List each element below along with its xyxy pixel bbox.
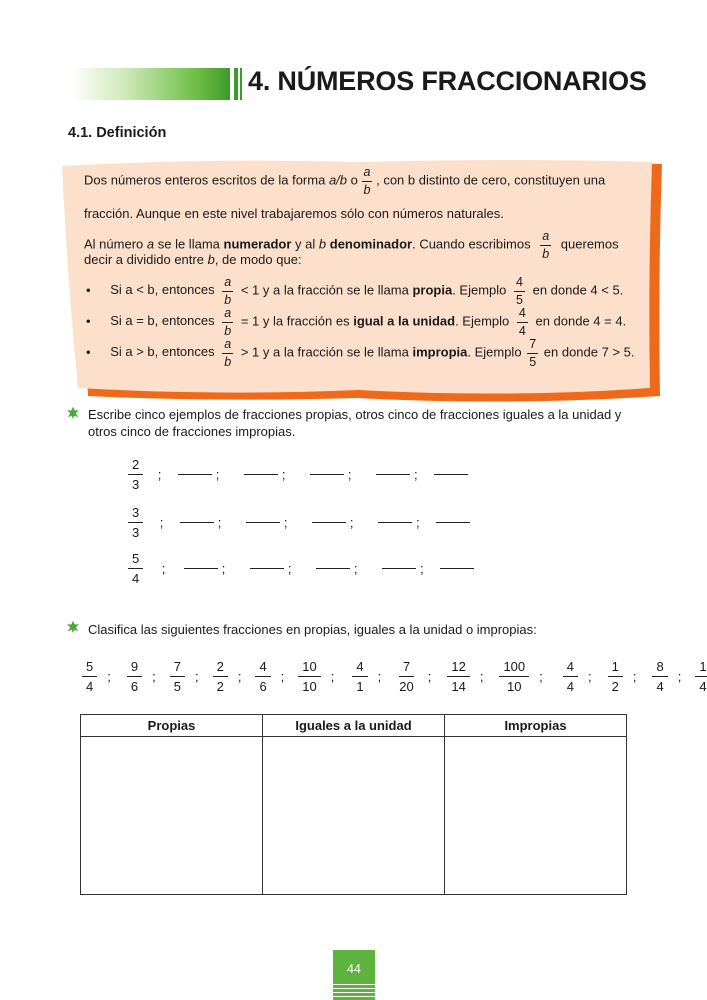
exercise1-row-propias <box>128 458 468 491</box>
example-fraction <box>128 458 143 491</box>
denominator: 4 <box>132 571 140 586</box>
numerator: 7 <box>527 338 538 354</box>
denominator: 4 <box>566 679 574 694</box>
separator: ; <box>353 560 358 576</box>
clover-icon <box>66 620 80 634</box>
denominator: 4 <box>699 679 707 694</box>
denominator: 5 <box>173 679 181 694</box>
text: Dos números enteros escritos de la forma <box>84 172 326 188</box>
denominator: b <box>224 354 232 369</box>
text: b <box>318 236 327 252</box>
denominator: 6 <box>130 679 139 694</box>
numerator: 4 <box>352 660 367 677</box>
column-header-impropias: Impropias <box>445 715 627 737</box>
text: en donde 4 < 5. <box>532 282 624 298</box>
text: y al <box>295 236 316 252</box>
column-header-iguales: Iguales a la unidad <box>263 715 445 737</box>
answer-cell-propias[interactable] <box>81 737 263 895</box>
fraction-item <box>695 660 707 693</box>
fraction-item <box>395 660 417 693</box>
numerator: 5 <box>128 552 143 569</box>
numerator: 3 <box>128 506 143 523</box>
separator: ; <box>194 668 199 684</box>
answer-blank[interactable] <box>246 522 280 523</box>
denominator: 14 <box>451 679 466 694</box>
fraction-item <box>170 660 185 693</box>
numerator: 7 <box>399 660 414 677</box>
term-igual-unidad: igual a la unidad <box>353 313 456 329</box>
text: > 1 y a la fracción se le llama <box>240 344 409 360</box>
exercise1-row-unidad <box>128 506 470 539</box>
term-denominador: denominador <box>329 236 413 252</box>
term-propia: propia <box>412 282 453 298</box>
fraction-item <box>255 660 270 693</box>
table-header-row <box>81 715 627 737</box>
numerator: 4 <box>514 276 525 292</box>
text: < 1 y a la fracción se le llama <box>240 282 409 298</box>
denominator: 4 <box>518 323 526 338</box>
header-divider <box>234 68 238 100</box>
denominator: 5 <box>516 292 523 307</box>
footer-stripe <box>333 996 375 997</box>
fraction-item <box>127 660 142 693</box>
answer-blank[interactable] <box>178 474 212 475</box>
example-fraction <box>527 338 538 368</box>
example-fraction <box>517 307 528 337</box>
chapter-title: 4. NÚMEROS FRACCIONARIOS <box>248 66 647 96</box>
denominator: b <box>224 323 232 338</box>
separator: ; <box>349 514 354 530</box>
separator: ; <box>281 466 286 482</box>
answer-blank[interactable] <box>440 568 474 569</box>
text: = 1 y la fracción es <box>240 313 350 329</box>
separator: ; <box>677 668 682 684</box>
separator: ; <box>215 466 220 482</box>
separator: ; <box>420 560 424 576</box>
exercise2-instruction: Clasifica las siguientes fracciones en propias, iguales a la unidad o impropias: <box>88 622 537 637</box>
separator: ; <box>157 466 162 482</box>
text: , de modo que: <box>214 252 302 267</box>
separator: ; <box>632 668 637 684</box>
separator: ; <box>161 560 166 576</box>
answer-blank[interactable] <box>250 568 284 569</box>
denominator: 6 <box>259 679 267 694</box>
footer-stripe <box>333 992 375 993</box>
answer-blank[interactable] <box>316 568 350 569</box>
text: Si a < b, entonces <box>110 282 215 298</box>
separator: ; <box>414 466 418 482</box>
exercise1-instruction <box>88 406 648 440</box>
separator: ; <box>159 514 164 530</box>
denominator: 10 <box>507 679 522 694</box>
separator: ; <box>107 668 111 684</box>
separator: ; <box>377 668 382 684</box>
answer-blank[interactable] <box>382 568 416 569</box>
footer-stripe <box>333 984 375 985</box>
text: decir a dividido entre <box>84 252 204 267</box>
text: a/b <box>328 172 348 188</box>
numerator: 4 <box>255 660 270 677</box>
denominator: 4 <box>86 679 94 694</box>
definition-bullet-impropia <box>86 338 635 368</box>
numerator: 2 <box>213 660 228 677</box>
numerator: 4 <box>563 660 578 677</box>
text: en donde 4 = 4. <box>535 313 627 329</box>
text: . Cuando escribimos <box>412 236 531 252</box>
separator: ; <box>237 668 242 684</box>
fraction-a-b <box>222 276 233 306</box>
numerator: 10 <box>298 660 320 677</box>
example-fraction <box>514 276 525 306</box>
definition-bullet-unidad <box>86 307 626 337</box>
numerator: 4 <box>517 307 528 323</box>
denominator: 1 <box>356 679 364 694</box>
numerator: a <box>362 166 373 182</box>
denominator: 3 <box>132 525 140 540</box>
numerator: 7 <box>170 660 185 677</box>
denominator: 2 <box>216 679 224 694</box>
fraction-a-b <box>222 338 233 368</box>
denominator: b <box>224 292 232 307</box>
text: en donde 7 > 5. <box>543 344 635 360</box>
denominator: 2 <box>611 679 619 694</box>
table-answer-row <box>81 737 627 895</box>
answer-blank[interactable] <box>310 474 344 475</box>
fraction-item <box>608 660 623 693</box>
numerator: 2 <box>128 458 143 475</box>
denominator: 20 <box>399 679 414 694</box>
answer-blank[interactable] <box>184 568 218 569</box>
page-number: 44 <box>347 962 361 976</box>
answer-blank[interactable] <box>312 522 346 523</box>
column-header-propias: Propias <box>81 715 263 737</box>
exercise1-row-impropias <box>128 552 474 585</box>
text: o <box>350 172 358 188</box>
example-fraction <box>128 506 143 539</box>
answer-blank[interactable] <box>436 522 470 523</box>
header-divider <box>240 68 242 100</box>
text: a <box>146 236 155 252</box>
fraction-item <box>499 660 529 693</box>
text: Si a = b, entonces <box>110 313 215 329</box>
denominator: 4 <box>656 679 664 694</box>
section-heading: 4.1. Definición <box>68 125 167 141</box>
header-gradient-bar <box>70 68 230 100</box>
answer-blank[interactable] <box>180 522 214 523</box>
numerator: 12 <box>447 660 469 677</box>
term-impropia: impropia <box>412 344 468 360</box>
separator: ; <box>479 668 484 684</box>
text: b <box>207 252 215 267</box>
fraction-item <box>563 660 578 693</box>
denominator: b <box>363 182 371 197</box>
fraction-item <box>652 660 667 693</box>
numerator: 100 <box>499 660 529 677</box>
fraction-item <box>352 660 367 693</box>
separator: ; <box>287 560 292 576</box>
denominator: 10 <box>302 679 317 694</box>
separator: ; <box>416 514 420 530</box>
numerator: a <box>222 276 233 292</box>
separator: ; <box>539 668 543 684</box>
text: otros cinco de fracciones impropias. <box>88 424 296 439</box>
footer-stripe <box>333 988 375 989</box>
text: , con b distinto de cero, constituyen una <box>376 172 606 188</box>
denominator: 3 <box>132 477 140 492</box>
numerator: 1 <box>695 660 707 677</box>
classification-table <box>80 714 627 895</box>
fraction-item <box>213 660 228 693</box>
term-numerador: numerador <box>223 236 292 252</box>
numerator: a <box>222 338 233 354</box>
text: Escribe cinco ejemplos de fracciones propias, otros cinco de fracciones iguales a la unidad y <box>88 407 622 422</box>
separator: ; <box>221 560 226 576</box>
separator: ; <box>427 668 432 684</box>
answer-cell-impropias[interactable] <box>445 737 627 895</box>
separator: ; <box>152 668 156 684</box>
denominator: b <box>542 246 550 261</box>
answer-cell-iguales[interactable] <box>263 737 445 895</box>
bullet-dot: • <box>86 313 91 329</box>
bullet-dot: • <box>86 282 91 298</box>
numerator: 1 <box>608 660 623 677</box>
answer-blank[interactable] <box>434 474 468 475</box>
numerator: 5 <box>82 660 97 677</box>
separator: ; <box>283 514 288 530</box>
definition-line-2: fracción. Aunque en este nivel trabajaremos sólo con números naturales. <box>84 206 504 221</box>
separator: ; <box>330 668 335 684</box>
numerator: 8 <box>652 660 667 677</box>
fraction-item <box>82 660 97 693</box>
text: queremos <box>560 236 619 252</box>
answer-blank[interactable] <box>378 522 412 523</box>
fraction-item <box>298 660 320 693</box>
separator: ; <box>588 668 592 684</box>
separator: ; <box>280 668 285 684</box>
fraction-item <box>447 660 469 693</box>
answer-blank[interactable] <box>244 474 278 475</box>
text: se le llama <box>157 236 220 252</box>
definition-line-1 <box>84 166 605 196</box>
example-fraction <box>128 552 143 585</box>
separator: ; <box>217 514 222 530</box>
bullet-dot: • <box>86 344 91 360</box>
denominator: 5 <box>529 354 537 369</box>
text: Si a > b, entonces <box>110 344 215 360</box>
separator: ; <box>347 466 352 482</box>
definition-bullet-propia <box>86 276 623 306</box>
fraction-a-b <box>222 307 233 337</box>
clover-icon <box>66 406 80 420</box>
text: . Ejemplo <box>467 344 522 360</box>
text: Al número <box>84 236 144 252</box>
numerator: 9 <box>127 660 142 677</box>
numerator: a <box>540 230 551 246</box>
fraction-a-b <box>362 166 373 196</box>
definition-line-4 <box>84 252 302 268</box>
answer-blank[interactable] <box>376 474 410 475</box>
text: . Ejemplo <box>455 313 510 329</box>
numerator: a <box>222 307 233 323</box>
fraction-list <box>82 660 707 693</box>
text: . Ejemplo <box>452 282 507 298</box>
fraction-a-b <box>540 230 551 260</box>
